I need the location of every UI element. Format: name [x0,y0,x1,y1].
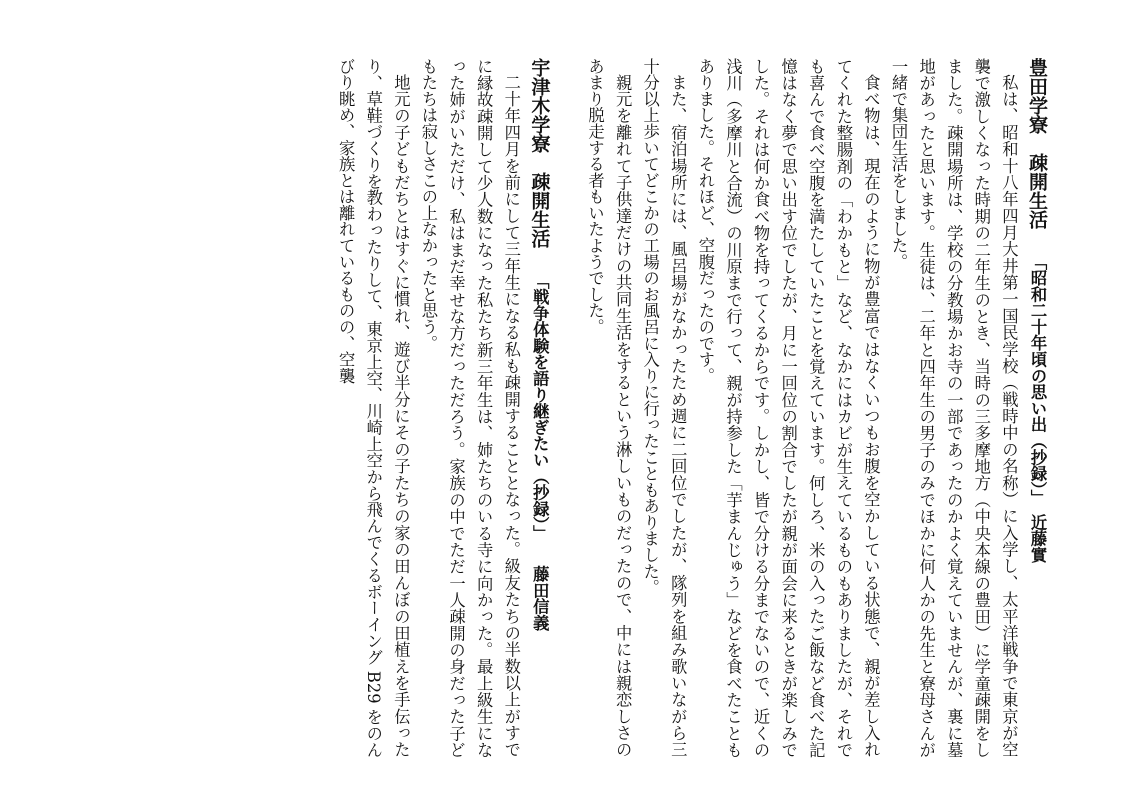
section2-title-line [525,58,554,758]
section2-author: 藤田信義 [530,565,550,631]
section1-title-line [1022,58,1051,758]
section2-paragraph-1: 二十年四月を前にして三年生になる私も疎開することとなった。級友たちの半数以上がすでに縁故疎開して少人数になった私たち新三年生は、姉たちのいる寺に向かった。最上級生になった姉がいただけ、私はまだ幸せな方だっただろう。家族の中でただ一人疎開の身だった子どもたちは寂しさこの上なかったと思う。 [418,58,521,758]
section2-paragraph-2: 地元の子どもだちとはすぐに慣れ、遊び半分にその子たちの家の田んぼの田植えを手伝ったり、草鞋づくりを教わったりして、東京上空、川崎上空から飛んでくるボーイング B29 をのんびり眺め、家族とは離れているものの、空襲 [336,58,411,758]
section2-heading: 宇津木学寮 疎開生活 [528,58,551,248]
section1-paragraph-3: また、宿泊場所には、風呂場がなかったため週に二回位でしたが、隊列を組み歌いながら三十分以上歩いてどこかの工場のお風呂に入りに行ったこともありました。 [640,58,688,758]
section1-paragraph-1: 私は、昭和十八年四月大井第一国民学校（戦時中の名称）に入学し、太平洋戦争で東京が空襲で激しくなった時期の二年生のとき、当時の三多摩地方（中央本線の豊田）に学童疎開をしました。疎開場所は、学校の分教場かお寺の一部であったのかよく覚えていませんが、裏に墓地があったと思います。生徒は、二年と四年生の男子のみでほかに何人かの先生と寮母さんが一緒で集団生活をしました。 [889,58,1019,758]
section1-paragraph-4: 親元を離れて子供達だけの共同生活をするという淋しいものだったので、中には親恋しさのあまり脱走する者もいたようでした。 [585,58,633,758]
section1-heading: 豊田学寮 疎開生活 [1026,58,1048,229]
section2-subtitle: 「戦争体験を語り継ぎたい（抄録）」 [530,280,550,534]
section1-author: 近藤實 [1028,514,1047,563]
vertical-text-body [332,58,1051,758]
section1-subtitle: 「昭和二十年頃の思い出（抄録）」 [1028,261,1047,498]
section-spacer [553,58,581,758]
section1-paragraph-2: 食べ物は、現在のように物が豊富ではなくいつもお腹を空かしている状態で、親が差し入れてくれた整腸剤の「わかもと」など、なかにはカビが生えているものもありましたが、それでも喜んで食べ空腹を満たしていたことを覚えています。何しろ、米の入ったご飯など食べた記憶はなく夢で思い出す位でしたが、月に一回位の割合でしたが親が面会に来るときが楽しみでした。それは何か食べ物を持ってくるからです。しかし、皆で分ける分までないので、近くの浅川（多摩川と合流）の川原まで行って、親が持参した「芋まんじゅう」などを食べたこともありました。それほど、空腹だったのです。 [695,58,881,758]
